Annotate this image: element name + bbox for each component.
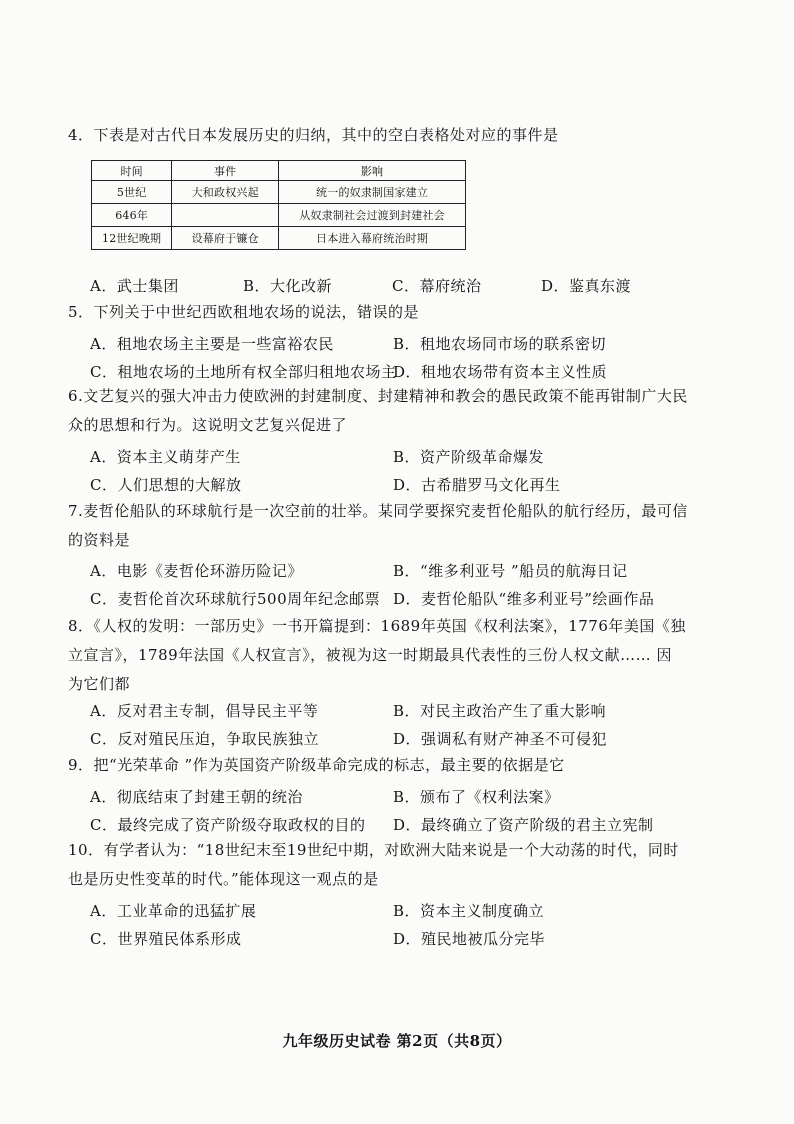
table-cell: 从奴隶制社会过渡到封建社会 bbox=[279, 204, 466, 227]
q10-option-c: C．世界殖民体系形成 bbox=[90, 930, 242, 948]
q8-option-b: B．对民主政治产生了重大影响 bbox=[393, 702, 607, 720]
table-row bbox=[92, 227, 466, 250]
table-header-time: 时间 bbox=[92, 161, 172, 181]
question-8-stem-line-2: 立宣言》，1789年法国《人权宣言》，被视为这一时期最具代表性的三份人权文献…… 因 bbox=[68, 646, 672, 664]
table-cell: 12世纪晚期 bbox=[92, 227, 172, 250]
table-cell: 5世纪 bbox=[92, 181, 172, 204]
q4-option-a: A．武士集团 bbox=[90, 277, 179, 295]
q9-option-d: D．最终确立了资产阶级的君主立宪制 bbox=[393, 816, 654, 834]
q10-option-b: B．资本主义制度确立 bbox=[393, 902, 545, 920]
question-7-stem-line-2: 的资料是 bbox=[68, 531, 131, 549]
q9-option-a: A．彻底结束了封建王朝的统治 bbox=[90, 788, 303, 806]
q6-option-c: C．人们思想的大解放 bbox=[90, 476, 242, 494]
table-cell: 大和政权兴起 bbox=[172, 181, 279, 204]
q7-option-c: C．麦哲伦首次环球航行500周年纪念邮票 bbox=[90, 590, 381, 608]
q8-option-a: A．反对君主专制，倡导民主平等 bbox=[90, 702, 319, 720]
q9-option-b: B．颁布了《权利法案》 bbox=[393, 788, 560, 806]
table-row bbox=[92, 204, 466, 227]
q6-option-a: A．资本主义萌芽产生 bbox=[90, 448, 241, 466]
q7-option-a: A．电影《麦哲伦环游历险记》 bbox=[90, 562, 303, 580]
q10-option-a: A．工业革命的迅猛扩展 bbox=[90, 902, 257, 920]
q4-option-c: C．幕府统治 bbox=[392, 277, 482, 295]
table-blank-cell bbox=[172, 204, 279, 227]
question-8-stem-line-1: 8．《人权的发明：一部历史》一书开篇提到：1689年英国《权利法案》，1776年美国《独 bbox=[68, 617, 686, 635]
q10-option-d: D．殖民地被瓜分完毕 bbox=[393, 930, 546, 948]
q5-option-a: A．租地农场主主要是一些富裕农民 bbox=[90, 335, 334, 353]
table-header-event: 事件 bbox=[172, 161, 279, 181]
question-9-stem: 9．把“光荣革命 ”作为英国资产阶级革命完成的标志，最主要的依据是它 bbox=[68, 756, 565, 774]
table-cell: 646年 bbox=[92, 204, 172, 227]
question-8-stem-line-3: 为它们都 bbox=[68, 675, 131, 693]
q5-option-c: C．租地农场的土地所有权全部归租地农场主 bbox=[90, 363, 397, 381]
question-10-stem-line-2: 也是历史性变革的时代。”能体现这一观点的是 bbox=[68, 870, 379, 888]
q8-option-c: C．反对殖民压迫，争取民族独立 bbox=[90, 730, 319, 748]
q5-option-d: D．租地农场带有资本主义性质 bbox=[393, 363, 608, 381]
question-5-stem: 5．下列关于中世纪西欧租地农场的说法，错误的是 bbox=[68, 303, 420, 321]
page-footer: 九年级历史试卷 第2页（共8页） bbox=[282, 1032, 512, 1050]
question-10-stem-line-1: 10．有学者认为：“18世纪末至19世纪中期，对欧洲大陆来说是一个大动荡的时代，同时 bbox=[68, 841, 679, 859]
question-4-stem: 4．下表是对古代日本发展历史的归纳，其中的空白表格处对应的事件是 bbox=[68, 126, 559, 144]
table-cell: 设幕府于镰仓 bbox=[172, 227, 279, 250]
table-cell: 日本进入幕府统治时期 bbox=[279, 227, 466, 250]
table-header-row bbox=[92, 161, 466, 181]
q4-option-d: D．鉴真东渡 bbox=[541, 277, 632, 295]
q6-option-b: B．资产阶级革命爆发 bbox=[393, 448, 545, 466]
q9-option-c: C．最终完成了资产阶级夺取政权的目的 bbox=[90, 816, 366, 834]
table-row bbox=[92, 181, 466, 204]
question-6-stem-line-1: 6.文艺复兴的强大冲击力使欧洲的封建制度、封建精神和教会的愚民政策不能再钳制广大民 bbox=[68, 387, 688, 405]
question-7-stem-line-1: 7.麦哲伦船队的环球航行是一次空前的壮举。某同学要探究麦哲伦船队的航行经历，最可信 bbox=[68, 502, 688, 520]
table-cell: 统一的奴隶制国家建立 bbox=[279, 181, 466, 204]
question-6-stem-line-2: 众的思想和行为。这说明文艺复兴促进了 bbox=[68, 416, 348, 434]
question-4-table bbox=[91, 160, 466, 250]
q6-option-d: D．古希腊罗马文化再生 bbox=[393, 476, 561, 494]
q8-option-d: D．强调私有财产神圣不可侵犯 bbox=[393, 730, 608, 748]
q7-option-d: D．麦哲伦船队“维多利亚号”绘画作品 bbox=[393, 590, 655, 608]
q5-option-b: B．租地农场同市场的联系密切 bbox=[393, 335, 607, 353]
table-header-impact: 影响 bbox=[279, 161, 466, 181]
q4-option-b: B．大化改新 bbox=[243, 277, 333, 295]
q7-option-b: B．“维多利亚号 ”船员的航海日记 bbox=[393, 562, 628, 580]
